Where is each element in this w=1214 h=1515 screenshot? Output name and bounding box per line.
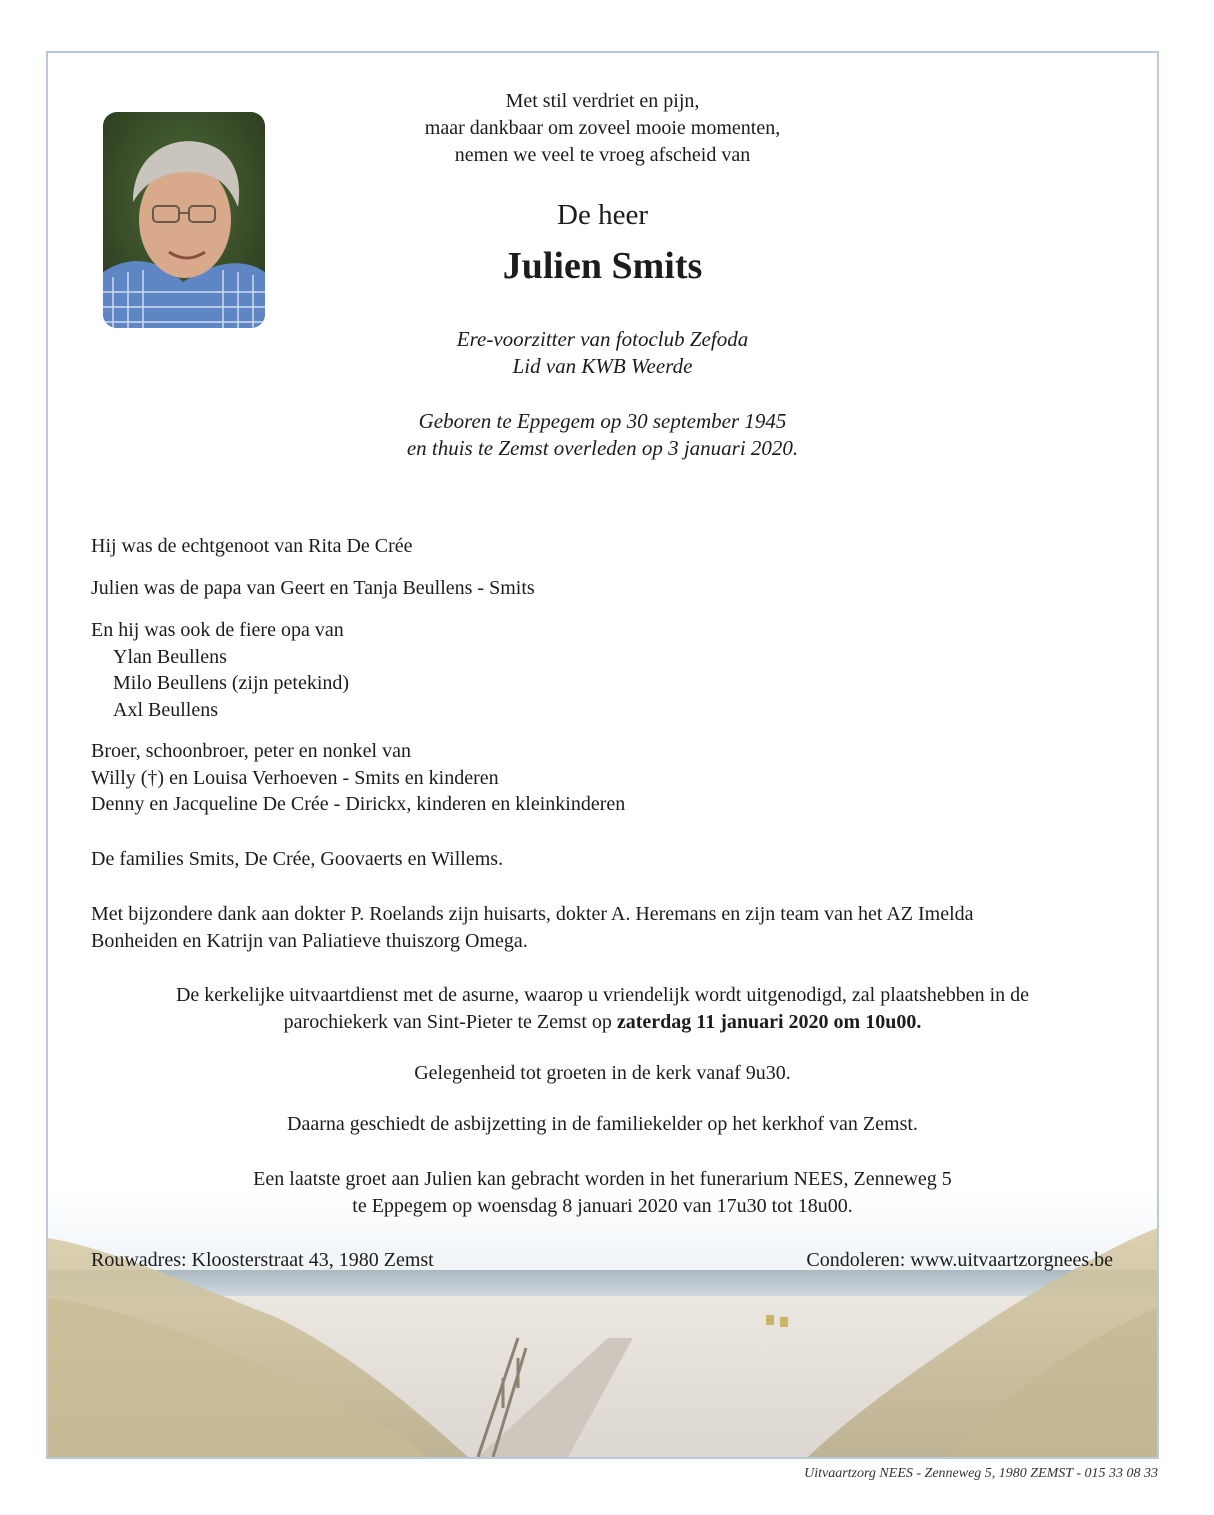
intro-line: maar dankbaar om zoveel mooie momenten, <box>424 117 781 139</box>
service-line: De kerkelijke uitvaartdienst met de asurne, waarop u vriendelijk wordt uitgenodigd, zal plaatshebben in de <box>175 984 1030 1006</box>
farewell-block <box>62 1166 1143 1219</box>
sibling-item: Denny en Jacqueline De Crée - Dirickx, kinderen en kleinkinderen <box>91 793 626 815</box>
service-datetime: zaterdag 11 januari 2020 om 10u00. <box>616 1010 922 1033</box>
role-line: Ere-voorzitter van fotoclub Zefoda <box>456 327 749 351</box>
birth-line: Geboren te Eppegem op 30 september 1945 <box>418 409 787 433</box>
grandchild-item: Axl Beullens <box>113 698 218 721</box>
intro-line: Met stil verdriet en pijn, <box>505 90 700 112</box>
mourning-address: Rouwadres: Kloosterstraat 43, 1980 Zemst <box>91 1249 434 1271</box>
grandchildren-intro: En hij was ook de fiere opa van <box>91 619 344 641</box>
honorific: De heer <box>557 199 648 231</box>
grandchildren-block <box>91 617 349 723</box>
condolence-website[interactable]: Condoleren: www.uitvaartzorgnees.be <box>806 1249 1113 1271</box>
thanks-line: Met bijzondere dank aan dokter P. Roelands zijn huisarts, dokter A. Heremans en zijn team van het AZ Imelda <box>91 903 974 925</box>
roles <box>46 326 1159 380</box>
children-line: Julien was de papa van Geert en Tanja Beullens - Smits <box>91 577 535 599</box>
families-line: De families Smits, De Crée, Goovaerts en Willems. <box>91 848 504 870</box>
thanks-block <box>91 901 974 954</box>
siblings-intro: Broer, schoonbroer, peter en nonkel van <box>91 740 411 762</box>
farewell-line: Een laatste groet aan Julien kan gebracht worden in het funerarium NEES, Zenneweg 5 <box>253 1168 952 1190</box>
farewell-line: te Eppegem op woensdag 8 januari 2020 van 17u30 tot 18u00. <box>352 1194 853 1217</box>
service-location: parochiekerk van Sint-Pieter te Zemst op <box>283 1010 612 1033</box>
beach-dunes-image <box>48 1188 1157 1457</box>
siblings-block <box>91 738 625 818</box>
service-block <box>62 982 1143 1035</box>
intro-text <box>46 88 1159 169</box>
grandchild-item: Ylan Beullens <box>113 645 227 668</box>
birth-death-dates <box>46 408 1159 462</box>
interment-line: Daarna geschiedt de asbijzetting in de familiekelder op het kerkhof van Zemst. <box>287 1113 918 1135</box>
intro-line: nemen we veel te vroeg afscheid van <box>454 144 751 166</box>
sibling-item: Willy (†) en Louisa Verhoeven - Smits en kinderen <box>91 766 499 789</box>
grandchild-item: Milo Beullens (zijn petekind) <box>113 672 350 694</box>
role-line: Lid van KWB Weerde <box>512 354 693 378</box>
death-line: en thuis te Zemst overleden op 3 januari 2020. <box>406 436 799 460</box>
funeral-company-line: Uitvaartzorg NEES - Zenneweg 5, 1980 ZEMST - 015 33 08 33 <box>804 1466 1158 1481</box>
deceased-name: Julien Smits <box>502 245 703 287</box>
greeting-line: Gelegenheid tot groeten in de kerk vanaf 9u30. <box>414 1062 791 1084</box>
thanks-line: Bonheiden en Katrijn van Paliatieve thuiszorg Omega. <box>91 929 528 952</box>
service-line <box>62 1009 1143 1036</box>
spouse-line: Hij was de echtgenoot van Rita De Crée <box>91 535 413 557</box>
